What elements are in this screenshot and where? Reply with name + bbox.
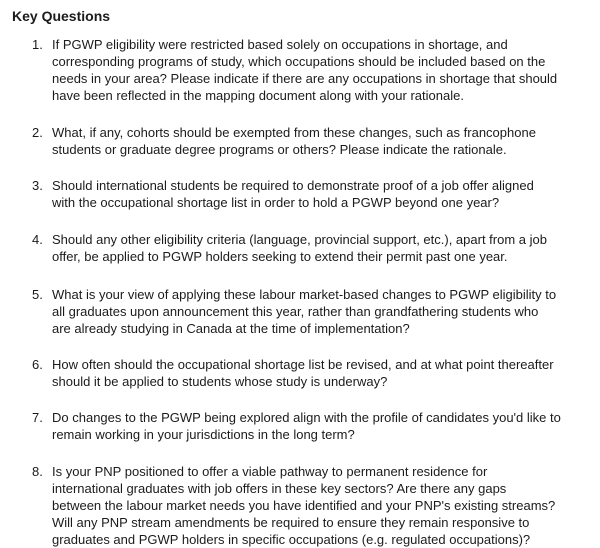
question-text: What, if any, cohorts should be exempted from these changes, such as francophone students or graduate degree programs or others? Please indicate the rationale.: [52, 125, 536, 157]
question-text: What is your view of applying these labour market-based changes to PGWP eligibility to all graduates upon announcement this year, rather than grandfathering students who are already studying in Canada at the time of implementation?: [52, 287, 557, 336]
question-item-5: [12, 286, 588, 337]
question-item-8: [12, 463, 588, 548]
question-number: 7.: [32, 410, 43, 425]
question-item-4: [12, 231, 588, 265]
question-text: Should international students be required to demonstrate proof of a job offer aligned with the occupational shortage list in order to hold a PGWP beyond one year?: [52, 178, 534, 210]
question-text: If PGWP eligibility were restricted based solely on occupations in shortage, and corresponding programs of study, which occupations should be included based on the needs in your area? Please indicate if there are any occupations in shortage that should have been reflected in the mapping document along with your rationale.: [52, 37, 558, 103]
question-number: 2.: [32, 125, 43, 140]
question-item-6: [12, 356, 588, 390]
question-text: How often should the occupational shortage list be revised, and at what point thereafter should it be applied to students whose study is underway?: [52, 357, 554, 389]
question-text: Should any other eligibility criteria (language, provincial support, etc.), apart from a job offer, be applied to PGWP holders seeking to extend their permit past one year.: [52, 232, 547, 264]
page-title: Key Questions: [12, 8, 111, 24]
question-number: 6.: [32, 357, 43, 372]
question-item-1: [12, 36, 588, 104]
question-number: 3.: [32, 178, 43, 193]
question-number: 5.: [32, 287, 43, 302]
question-item-3: [12, 177, 588, 211]
question-list: [12, 36, 588, 548]
question-number: 1.: [32, 37, 43, 52]
question-item-2: [12, 124, 588, 158]
question-item-7: [12, 409, 588, 443]
question-number: 8.: [32, 464, 43, 479]
question-text: Is your PNP positioned to offer a viable pathway to permanent residence for international graduates with job offers in these key sectors? Are there any gaps between the labour market needs you have identified and your PNP's existing streams? Will any PNP stream amendments be required to ensure they remain responsive to graduates and PGWP holders in specific occupations (e.g. regulated occupations)?: [52, 464, 556, 547]
question-number: 4.: [32, 232, 43, 247]
question-text: Do changes to the PGWP being explored align with the profile of candidates you'd like to remain working in your jurisdictions in the long term?: [52, 410, 561, 442]
